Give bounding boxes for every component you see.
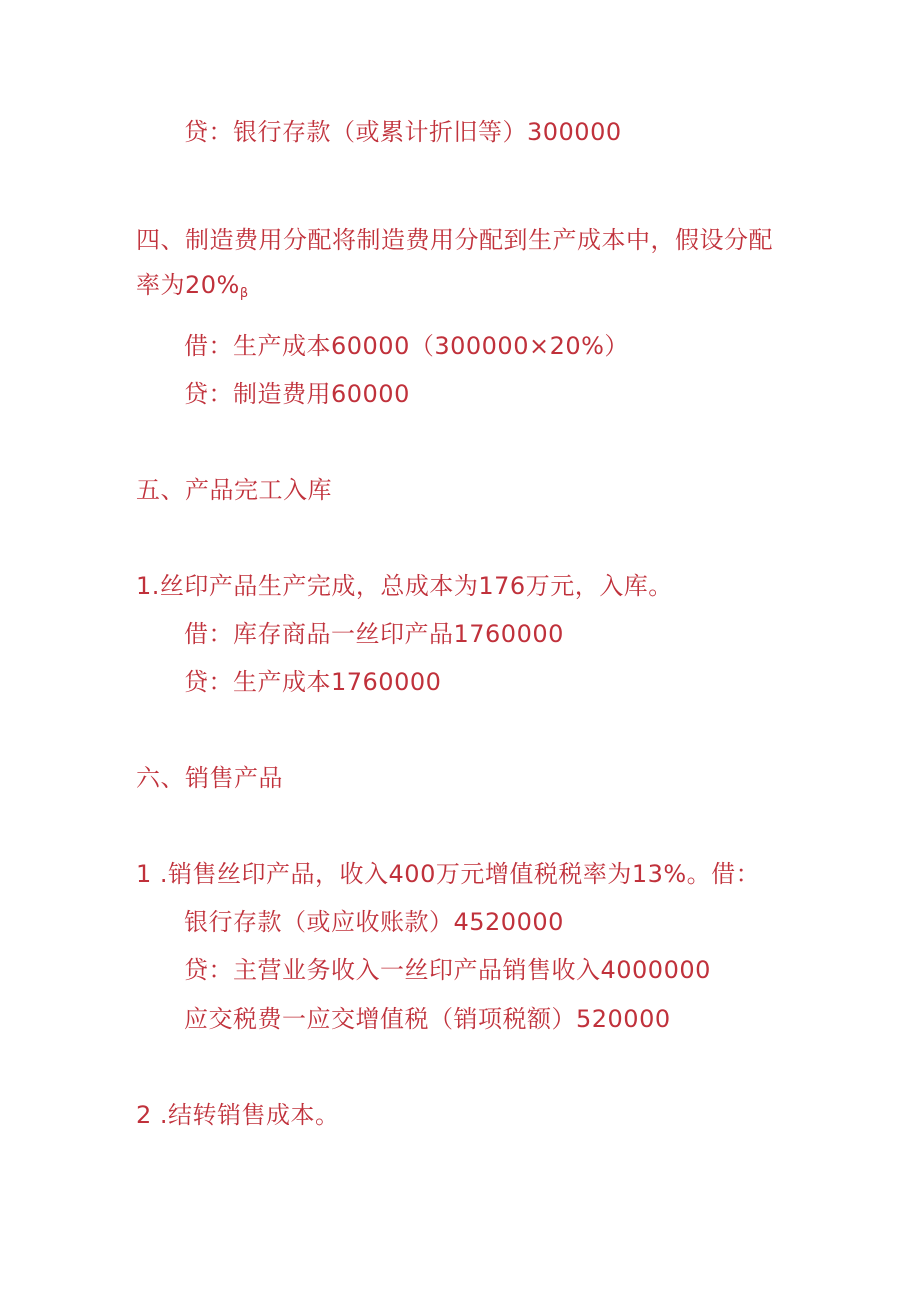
debit-production-cost-line: 借：生产成本60000（300000×20%） [184,332,629,360]
vat-payable-line: 应交税费一应交增值税（销项税额）520000 [184,1005,671,1033]
item-5-1-text: 1.丝印产品生产完成，总成本为176万元，入库。 [136,572,673,600]
stray-glyph: β [239,286,249,301]
debit-inventory-line: 借：库存商品一丝印产品1760000 [184,620,564,648]
section-5-heading: 五、产品完工入库 [136,476,332,504]
section-6-heading: 六、销售产品 [136,764,283,792]
debit-bank-deposit-line: 银行存款（或应收账款）4520000 [184,908,564,936]
item-6-1-text: 1 .销售丝印产品，收入400万元增值税税率为13%。借： [136,860,761,888]
item-6-2-text: 2 .结转销售成本。 [136,1101,340,1129]
credit-bank-deposit-line: 贷：银行存款（或累计折旧等）300000 [184,118,622,146]
credit-main-revenue-line: 贷：主营业务收入一丝印产品销售收入4000000 [184,956,711,984]
credit-production-cost-line: 贷：生产成本1760000 [184,668,442,696]
section-4-heading: 四、制造费用分配将制造费用分配到生产成本中，假设分配 [136,226,773,254]
allocation-rate-text: 率为20% [136,271,240,299]
credit-manufacturing-overhead-line: 贷：制造费用60000 [184,380,410,408]
section-4-heading-continued [136,270,249,309]
